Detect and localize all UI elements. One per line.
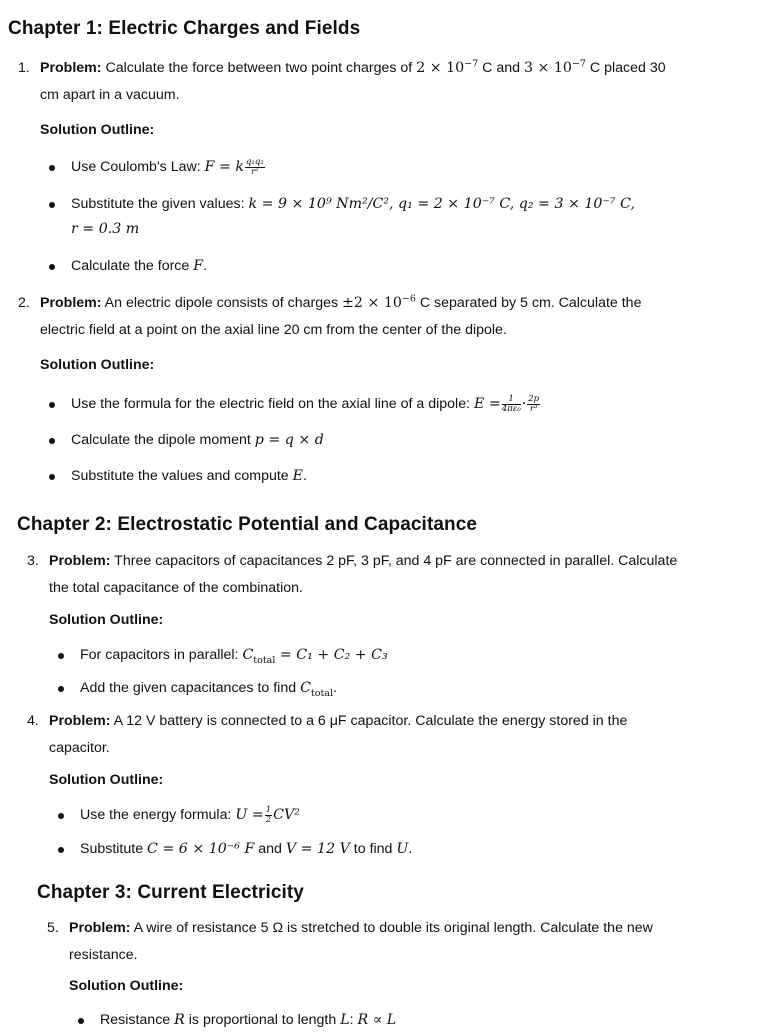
bullet-text: Substitute the given values: bbox=[71, 196, 249, 212]
problem-text: C and bbox=[478, 60, 524, 76]
fraction-denominator: r³ bbox=[529, 403, 538, 414]
math-expression: k = 9 × 10⁹ Nm²/C², q₁ = 2 × 10⁻⁷ C, q₂ = 3 × 10⁻⁷ C, bbox=[248, 196, 635, 212]
solution-bullet bbox=[80, 643, 758, 668]
chapter-3-title: Chapter 3: Current Electricity bbox=[37, 882, 304, 903]
bullet-text: . bbox=[332, 680, 337, 696]
bullet-text: to find bbox=[349, 841, 397, 857]
math-fraction bbox=[265, 806, 272, 825]
problem-number: 4. bbox=[27, 713, 39, 729]
fraction-denominator: 4πε₀ bbox=[501, 403, 521, 414]
problem-label: Problem: bbox=[40, 295, 102, 311]
problem-text: C separated by 5 cm. Calculate the bbox=[415, 295, 642, 311]
math-expression: p = q × d bbox=[254, 432, 324, 448]
math-value: ±2 × 10 bbox=[342, 295, 402, 311]
problem-text: An electric dipole consists of charges bbox=[101, 295, 343, 311]
bullet-text: Resistance bbox=[100, 1012, 175, 1028]
solution-list-4 bbox=[80, 803, 758, 862]
bullet-text: Calculate the force bbox=[71, 258, 194, 274]
math-expression: V = 12 V bbox=[285, 841, 350, 857]
bullet-text: . bbox=[408, 841, 413, 857]
math-expression: F bbox=[193, 258, 204, 274]
bullet-text: Add the given capacitances to find bbox=[80, 680, 301, 696]
bullet-text: : bbox=[349, 1012, 358, 1028]
bullet-text: and bbox=[254, 841, 286, 857]
solution-bullet bbox=[71, 254, 758, 279]
problem-text: Calculate the force between two point charges of bbox=[101, 60, 417, 76]
solution-bullet bbox=[71, 392, 758, 417]
solution-bullet bbox=[100, 1008, 758, 1033]
solution-list-3 bbox=[80, 643, 758, 701]
problem-label: Problem: bbox=[40, 60, 102, 76]
bullet-text: . bbox=[203, 258, 208, 274]
solution-bullet bbox=[71, 428, 758, 453]
bullet-text: is proportional to length bbox=[184, 1012, 341, 1028]
math-value: 3 × 10 bbox=[523, 60, 572, 76]
problem-number: 2. bbox=[18, 295, 30, 311]
math-fraction bbox=[245, 158, 265, 177]
chapter-1-section bbox=[8, 18, 768, 40]
bullet-text: Use Coulomb's Law: bbox=[71, 159, 205, 175]
math-exponent: −7 bbox=[464, 58, 479, 70]
problem-number: 1. bbox=[18, 60, 30, 76]
math-value: 2 × 10 bbox=[416, 60, 465, 76]
problem-label: Problem: bbox=[49, 553, 111, 569]
math-expression: R bbox=[174, 1012, 185, 1028]
problem-3 bbox=[27, 548, 758, 602]
problem-5 bbox=[47, 915, 758, 969]
math-expression: = C₁ + C₂ + C₃ bbox=[275, 647, 388, 663]
solution-bullet bbox=[80, 803, 758, 828]
problem-text-line2: the total capacitance of the combination. bbox=[49, 580, 303, 596]
math-expression: CV² bbox=[273, 807, 300, 823]
math-expression: L bbox=[340, 1012, 350, 1028]
problem-text: C placed 30 bbox=[585, 60, 666, 76]
problem-2 bbox=[18, 290, 758, 344]
fraction-numerator: 2p bbox=[528, 393, 540, 404]
bullet-text: Calculate the dipole moment bbox=[71, 432, 255, 448]
problem-1 bbox=[18, 55, 758, 109]
solution-list-2 bbox=[71, 392, 758, 489]
fraction-denominator: 2 bbox=[265, 814, 272, 825]
problem-text-line2: resistance. bbox=[69, 947, 138, 963]
chapter-3-section bbox=[37, 882, 768, 904]
solution-outline-title: Solution Outline: bbox=[49, 772, 164, 788]
problem-text-line2: cm apart in a vacuum. bbox=[40, 87, 180, 103]
math-expression: C bbox=[242, 647, 254, 663]
solution-list-5 bbox=[100, 1008, 758, 1033]
problem-text: A wire of resistance 5 Ω is stretched to double its original length. Calculate the new bbox=[130, 920, 653, 936]
solution-outline-title: Solution Outline: bbox=[40, 357, 155, 373]
math-expression: E bbox=[292, 468, 303, 484]
problem-text: Three capacitors of capacitances 2 pF, 3 pF, and 4 pF are connected in parallel. Calculate bbox=[110, 553, 678, 569]
bullet-text: For capacitors in parallel: bbox=[80, 647, 243, 663]
math-expression: R ∝ L bbox=[357, 1012, 397, 1028]
solution-outline-title: Solution Outline: bbox=[49, 612, 164, 628]
math-expression: C = 6 × 10⁻⁶ F bbox=[147, 841, 255, 857]
math-subscript: total bbox=[310, 687, 333, 699]
math-fraction bbox=[527, 395, 540, 414]
solution-outline-title: Solution Outline: bbox=[69, 978, 184, 994]
fraction-denominator: r² bbox=[251, 166, 259, 177]
math-expression: F = k bbox=[204, 159, 244, 175]
math-exponent: −7 bbox=[571, 58, 586, 70]
fraction-numerator: q₁q₂ bbox=[245, 156, 264, 167]
problem-text: A 12 V battery is connected to a 6 μF capacitor. Calculate the energy stored in the bbox=[110, 713, 628, 729]
math-expression: C bbox=[300, 680, 311, 696]
problem-label: Problem: bbox=[49, 713, 111, 729]
solution-bullet bbox=[71, 464, 758, 489]
problem-number: 5. bbox=[47, 920, 59, 936]
chapter-2-title: Chapter 2: Electrostatic Potential and Capacitance bbox=[17, 514, 478, 535]
bullet-text: . bbox=[302, 468, 307, 484]
math-expression: U bbox=[396, 841, 409, 857]
solution-list-1 bbox=[71, 155, 758, 279]
problem-text-line2: capacitor. bbox=[49, 740, 110, 756]
math-operator: · bbox=[521, 396, 527, 412]
math-exponent: −6 bbox=[401, 293, 416, 305]
solution-bullet bbox=[71, 192, 758, 242]
bullet-text: Substitute bbox=[80, 841, 148, 857]
math-fraction bbox=[502, 395, 521, 414]
bullet-text: Substitute the values and compute bbox=[71, 468, 293, 484]
solution-outline-title: Solution Outline: bbox=[40, 122, 155, 138]
math-expression: E = bbox=[474, 396, 501, 412]
math-expression: U = bbox=[235, 807, 264, 823]
solution-bullet bbox=[80, 676, 758, 701]
problem-label: Problem: bbox=[69, 920, 131, 936]
chapter-1-title: Chapter 1: Electric Charges and Fields bbox=[8, 18, 361, 39]
fraction-numerator: 1 bbox=[502, 395, 521, 405]
bullet-text: Use the formula for the electric field on the axial line of a dipole: bbox=[71, 396, 474, 412]
solution-bullet bbox=[80, 837, 758, 862]
math-expression: r = 0.3 m bbox=[71, 221, 140, 237]
problem-number: 3. bbox=[27, 553, 39, 569]
chapter-2-section bbox=[17, 514, 768, 536]
problem-4 bbox=[27, 708, 758, 762]
math-subscript: total bbox=[253, 654, 276, 666]
bullet-text: Use the energy formula: bbox=[80, 807, 236, 823]
problem-text-line2: electric field at a point on the axial line 20 cm from the center of the dipole. bbox=[40, 322, 507, 338]
solution-bullet bbox=[71, 155, 758, 180]
fraction-numerator: 1 bbox=[265, 804, 272, 815]
